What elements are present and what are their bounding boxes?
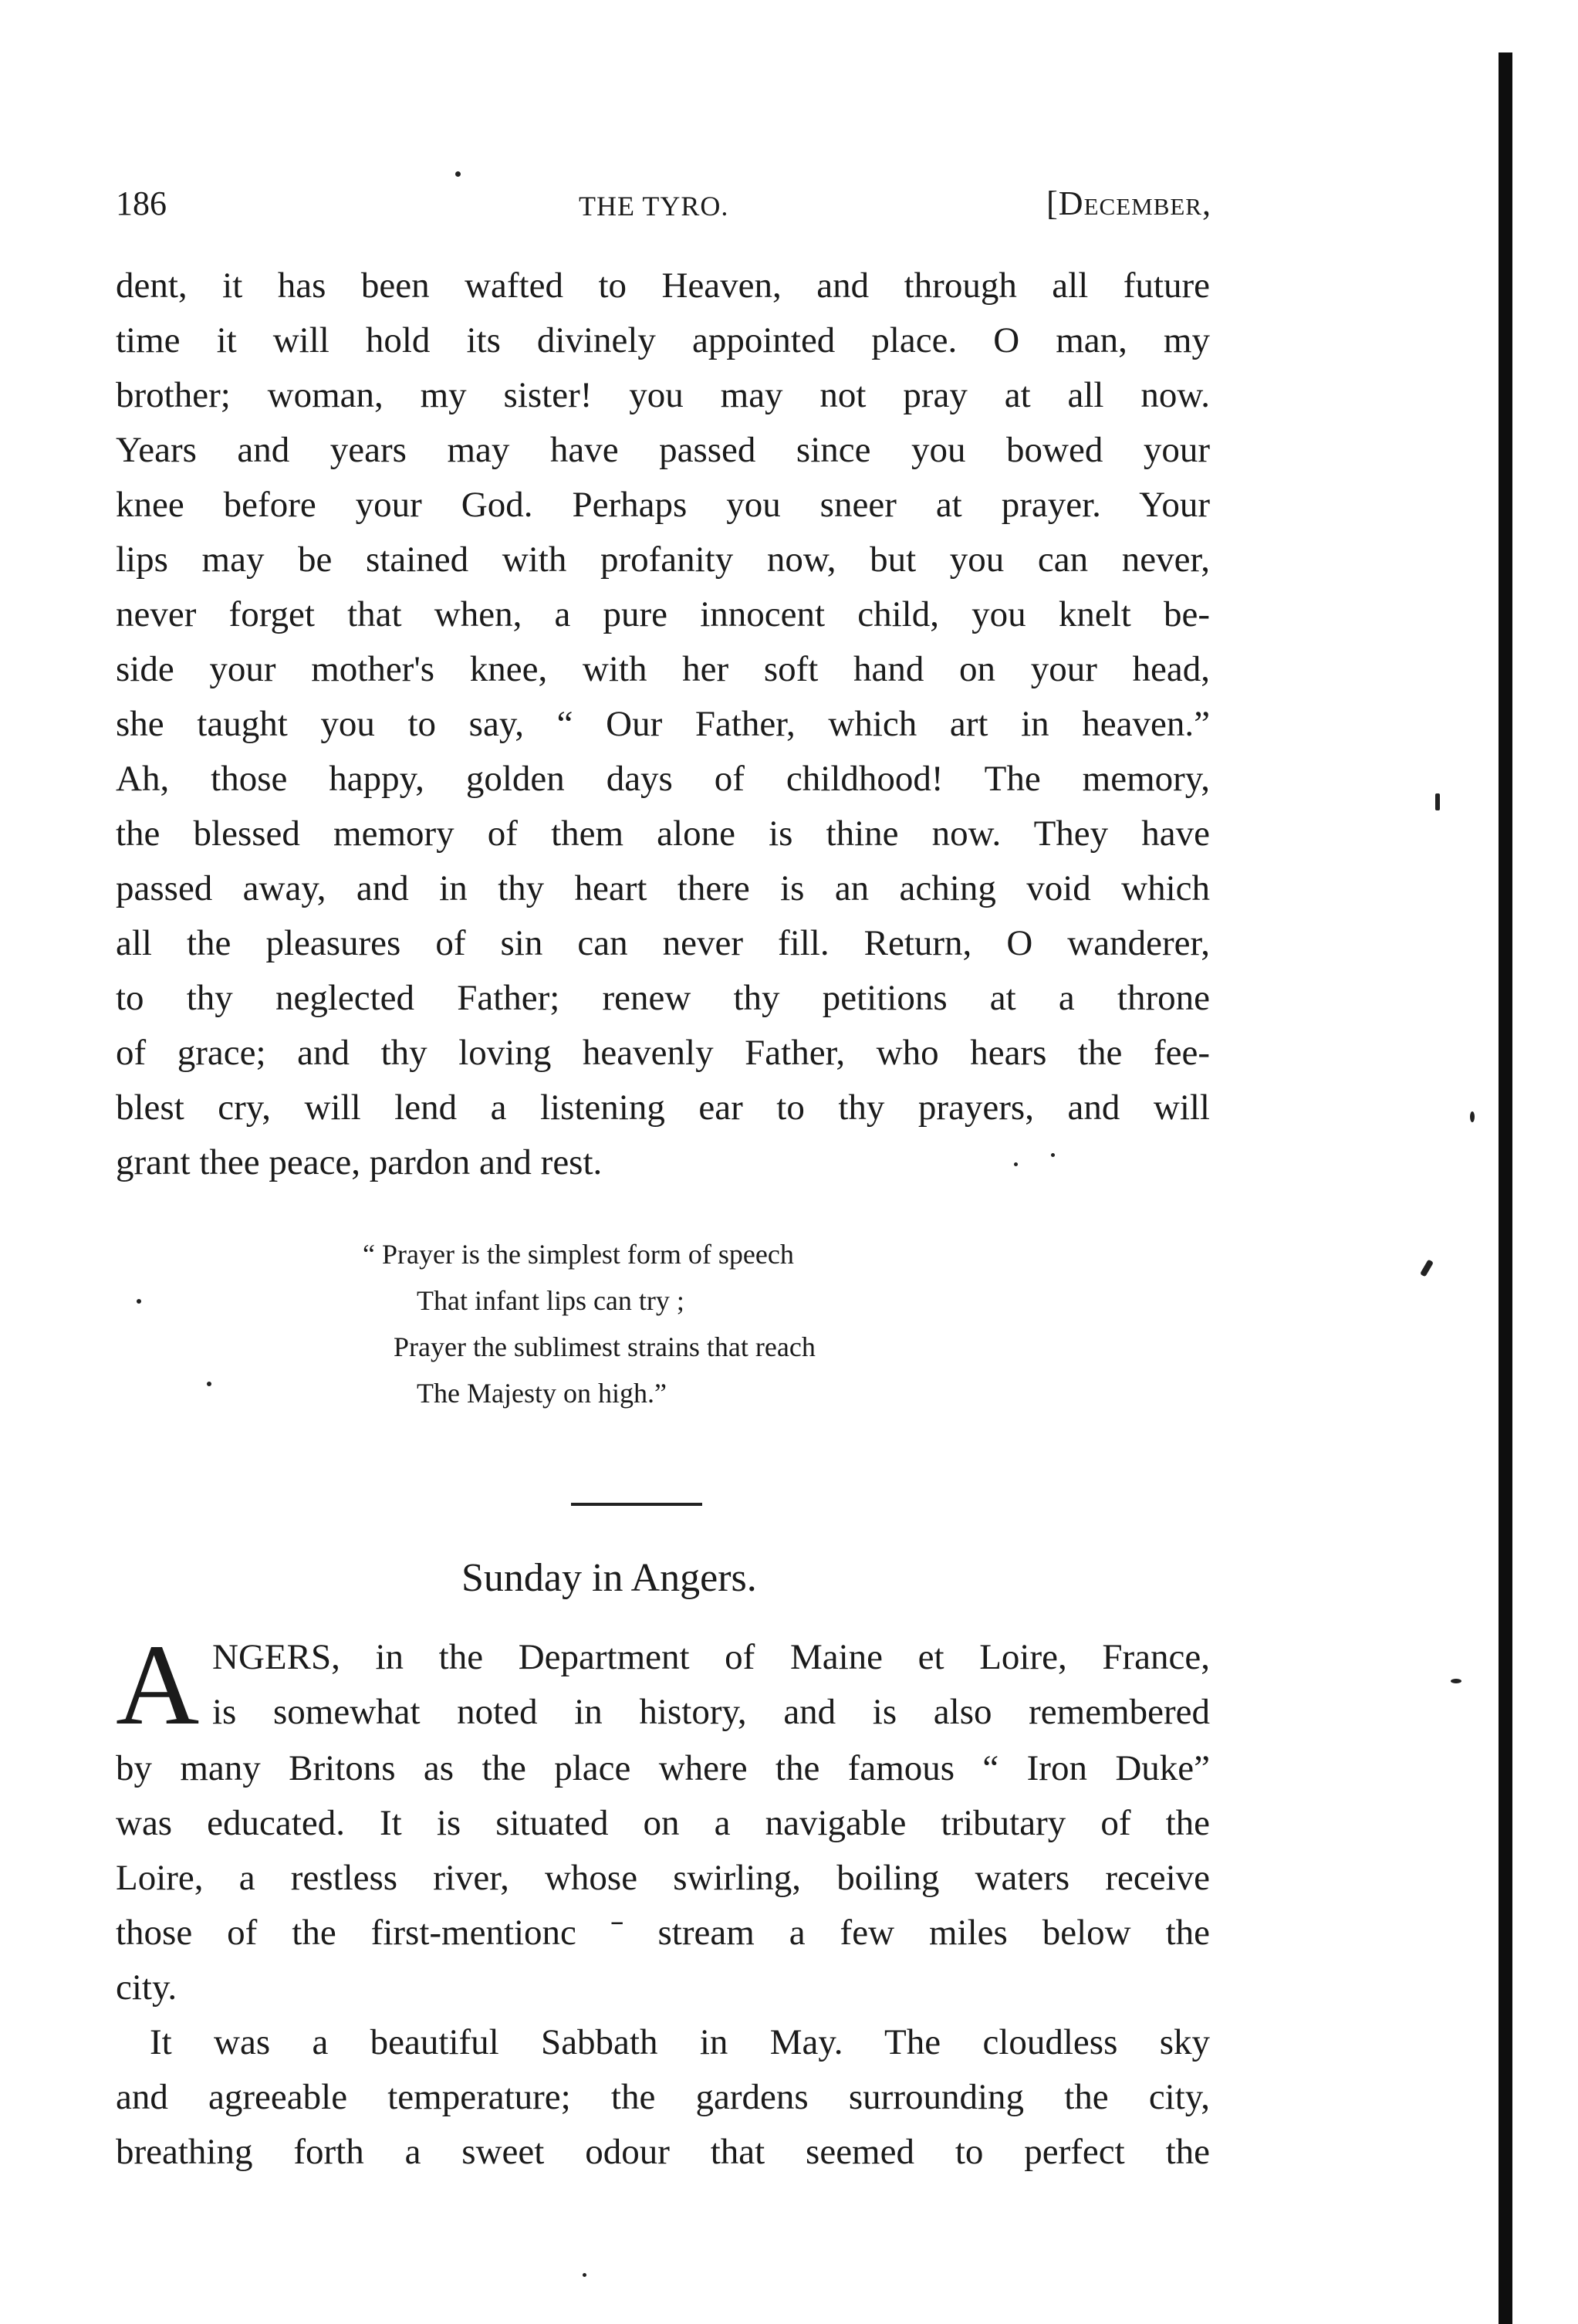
prayer-verse <box>363 1231 816 1416</box>
verse-line: That infant lips can try ; <box>417 1285 684 1316</box>
scan-speck <box>455 171 461 177</box>
text-line: those of the first-mentionc ˉ stream a few miles below the <box>116 1913 1210 1953</box>
scan-speck <box>583 2273 586 2277</box>
scan-speck <box>1435 793 1440 810</box>
verse-line: Prayer the sublimest strains that reach <box>394 1331 816 1362</box>
text-line: grant thee peace, pardon and rest. <box>116 1142 603 1182</box>
text-line: blest cry, will lend a listening ear to thy prayers, and will <box>116 1088 1210 1128</box>
text-line: and agreeable temperature; the gardens surrounding the city, <box>116 2077 1210 2117</box>
text-line: brother; woman, my sister! you may not pray at all now. <box>116 375 1210 415</box>
text-line: the blessed memory of them alone is thine now. They have <box>116 814 1210 854</box>
text-line: It was a beautiful Sabbath in May. The cloudless sky <box>150 2022 1210 2062</box>
text-line: knee before your God. Perhaps you sneer at prayer. Your <box>116 485 1210 525</box>
text-line: passed away, and in thy heart there is an aching void which <box>116 868 1210 908</box>
drop-cap: A <box>116 1621 200 1749</box>
scan-speck <box>1470 1111 1475 1122</box>
running-title: THE TYRO. <box>579 191 729 222</box>
text-line: by many Britons as the place where the famous “ Iron Duke” <box>116 1748 1210 1788</box>
scan-speck <box>1451 1679 1461 1683</box>
scan-speck <box>137 1299 141 1304</box>
verse-line: “ Prayer is the simplest form of speech <box>363 1239 794 1270</box>
text-line: NGERS, in the Department of Maine et Loire, France, <box>212 1637 1210 1677</box>
text-line: is somewhat noted in history, and is also remembered <box>212 1692 1210 1732</box>
scan-speck <box>1014 1162 1018 1166</box>
text-line: side your mother's knee, with her soft hand on your head, <box>116 649 1210 689</box>
section-divider <box>571 1503 702 1506</box>
text-line: never forget that when, a pure innocent child, you knelt be- <box>116 594 1210 634</box>
article-angers-body <box>116 1621 1210 2180</box>
text-line: city. <box>116 1967 177 2008</box>
page-edge-shadow <box>1499 52 1512 2324</box>
text-line: she taught you to say, “ Our Father, which art in heaven.” <box>116 704 1210 744</box>
text-line: to thy neglected Father; renew thy petitions at a throne <box>116 978 1210 1018</box>
verse-line: The Majesty on high.” <box>417 1378 667 1409</box>
header-month: [December, <box>1046 184 1211 222</box>
text-line: lips may be stained with profanity now, but you can never, <box>116 540 1210 580</box>
text-line: was educated. It is situated on a navigable tributary of the <box>116 1803 1210 1843</box>
scan-speck <box>1051 1153 1055 1157</box>
text-line: Years and years may have passed since you bowed your <box>116 430 1210 470</box>
scan-speck <box>207 1382 211 1386</box>
scan-speck <box>1420 1259 1434 1277</box>
article-prayer-body <box>116 259 1210 1190</box>
text-line: all the pleasures of sin can never fill. Return, O wanderer, <box>116 923 1210 963</box>
text-line: breathing forth a sweet odour that seemed to perfect the <box>116 2132 1210 2172</box>
text-line: Ah, those happy, golden days of childhood! The memory, <box>116 759 1210 799</box>
text-line: dent, it has been wafted to Heaven, and through all future <box>116 266 1210 306</box>
page-number: 186 <box>116 184 167 222</box>
text-line: Loire, a restless river, whose swirling, boiling waters receive <box>116 1858 1210 1898</box>
text-line: time it will hold its divinely appointed place. O man, my <box>116 320 1210 360</box>
article-title-text: Sunday in Angers. <box>461 1556 757 1600</box>
text-line: of grace; and thy loving heavenly Father, who hears the fee- <box>116 1033 1210 1073</box>
running-header <box>116 184 1211 230</box>
